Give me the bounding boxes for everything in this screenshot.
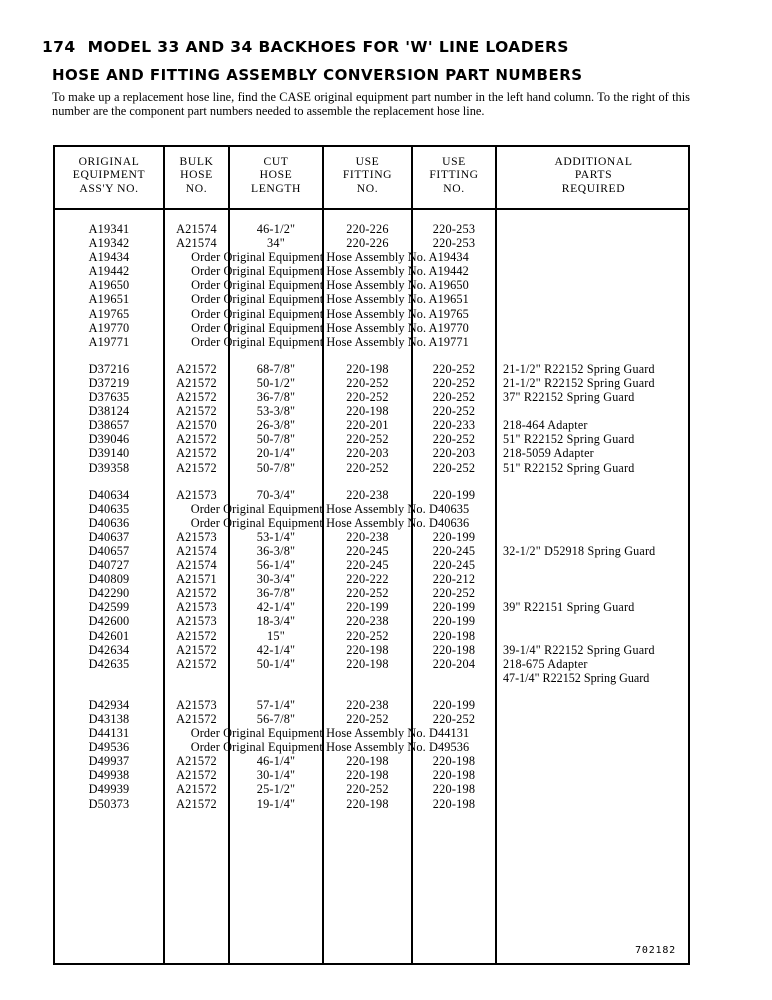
cell-orig: A19434 (88, 250, 130, 265)
cell-bulk: A21572 (176, 656, 217, 671)
cell-length: 42-1/4" (256, 642, 296, 657)
cell-additional-extra: 47-1/4" R22152 Spring Guard (503, 670, 650, 685)
table-row (55, 643, 688, 657)
cell-length: 20-1/4" (256, 446, 296, 461)
table-row (55, 586, 688, 600)
cell-length: 50-1/2" (256, 375, 296, 390)
cell-fitting1: 220-252 (346, 628, 389, 643)
cell-fitting2: 220-233 (432, 418, 476, 433)
column-header-line: ADDITIONAL (554, 155, 633, 168)
cell-orig: D37219 (88, 375, 130, 390)
cell-fitting1: 220-245 (346, 543, 389, 558)
table-row (55, 335, 688, 349)
cell-bulk: A21574 (176, 543, 217, 558)
cell-length: 26-3/8" (256, 418, 296, 433)
cell-note: Order Original Equipment Hose Assembly No. D49536 (190, 740, 470, 755)
cell-orig: D49937 (88, 754, 130, 769)
cell-fitting1: 220-252 (346, 432, 389, 447)
table-row (55, 250, 688, 264)
cell-fitting2: 220-253 (432, 222, 476, 236)
cell-length: 34" (267, 236, 285, 251)
cell-orig: D44131 (88, 726, 130, 741)
cell-additional: 51" R22152 Spring Guard (503, 432, 635, 447)
table-row-group (55, 698, 688, 811)
cell-orig: A19770 (88, 320, 130, 335)
cell-bulk: A21572 (176, 782, 217, 797)
column-header-line: PARTS (574, 168, 613, 182)
table-row (55, 782, 688, 796)
cell-orig: D40634 (88, 487, 130, 502)
cell-fitting1: 220-226 (346, 222, 389, 236)
cell-bulk: A21573 (176, 614, 217, 629)
cell-fitting1: 220-245 (346, 558, 389, 573)
table-row (55, 768, 688, 782)
cell-length: 56-1/4" (256, 558, 296, 573)
cell-bulk: A21572 (176, 361, 217, 376)
cell-fitting2: 220-252 (432, 460, 476, 475)
cell-note: Order Original Equipment Hose Assembly No. D40635 (190, 501, 470, 516)
table-row-group (55, 222, 688, 349)
cell-fitting1: 220-252 (346, 712, 389, 726)
cell-length: 53-3/8" (256, 404, 296, 419)
cell-orig: A19650 (88, 278, 130, 293)
column-header-line: NO. (443, 181, 465, 195)
cell-fitting2: 220-212 (432, 572, 476, 587)
table-row (55, 404, 688, 418)
table-row (55, 629, 688, 643)
cell-fitting2: 220-245 (432, 558, 476, 573)
column-header-line: BULK (179, 155, 214, 168)
intro-text: To make up a replacement hose line, find the CASE original equipment part number in the left hand column. To the right of this number are the component part numbers needed to assemble the replacement hose line. (52, 90, 690, 118)
cell-orig: D42635 (88, 656, 130, 671)
cell-bulk: A21572 (176, 754, 217, 769)
conversion-parts-table (53, 145, 690, 965)
cell-fitting2: 220-252 (432, 586, 476, 601)
cell-fitting1: 220-198 (346, 796, 389, 811)
cell-additional: 21-1/2" R22152 Spring Guard (503, 361, 655, 376)
column-header-line: NO. (185, 181, 208, 195)
column-header-use-fitting-2 (413, 155, 495, 195)
cell-additional: 21-1/2" R22152 Spring Guard (503, 375, 655, 390)
cell-additional: 218-464 Adapter (503, 418, 588, 433)
cell-bulk: A21572 (176, 712, 217, 726)
cell-length: 19-1/4" (256, 796, 296, 811)
cell-fitting1: 220-252 (346, 460, 389, 475)
cell-fitting1: 220-238 (346, 529, 389, 544)
cell-length: 30-1/4" (256, 768, 296, 783)
cell-fitting1: 220-252 (346, 782, 389, 797)
cell-orig: D42601 (88, 628, 130, 643)
table-row (55, 418, 688, 432)
cell-additional: 51" R22152 Spring Guard (503, 460, 635, 475)
column-header-line: FITTING (342, 168, 393, 182)
cell-fitting2: 220-198 (432, 628, 476, 643)
table-row (55, 321, 688, 335)
table-row (55, 797, 688, 811)
cell-orig: D38657 (88, 418, 130, 433)
cell-length: 36-7/8" (256, 390, 296, 405)
cell-orig: A19342 (88, 236, 130, 251)
cell-bulk: A21572 (176, 432, 217, 447)
cell-additional: 37" R22152 Spring Guard (503, 390, 635, 405)
column-header-line: USE (355, 155, 380, 168)
cell-fitting1: 220-238 (346, 614, 389, 629)
cell-bulk: A21572 (176, 460, 217, 475)
cell-fitting2: 220-198 (432, 768, 476, 783)
document-number: 702182 (635, 945, 676, 956)
table-row (55, 278, 688, 292)
cell-fitting2: 220-199 (432, 487, 476, 502)
cell-bulk: A21572 (176, 390, 217, 405)
cell-length: 18-3/4" (256, 614, 296, 629)
cell-note: Order Original Equipment Hose Assembly No. A19771 (191, 334, 469, 349)
cell-orig: D50373 (88, 796, 130, 811)
cell-orig: D40657 (88, 543, 130, 558)
cell-bulk: A21572 (176, 404, 217, 419)
cell-fitting2: 220-252 (432, 404, 476, 419)
cell-note: Order Original Equipment Hose Assembly No. A19651 (191, 292, 469, 307)
cell-bulk: A21574 (176, 236, 217, 251)
cell-orig: D42600 (88, 614, 130, 629)
table-row-group (55, 362, 688, 475)
table-row (55, 614, 688, 628)
cell-orig: A19341 (88, 222, 130, 236)
table-row (55, 530, 688, 544)
cell-orig: D49938 (88, 768, 130, 783)
cell-orig: D40809 (88, 572, 130, 587)
cell-fitting1: 220-203 (346, 446, 389, 461)
cell-length: 53-1/4" (256, 529, 296, 544)
cell-length: 50-7/8" (256, 460, 296, 475)
cell-orig: D39046 (88, 432, 130, 447)
column-header-line: EQUIPMENT (72, 168, 146, 182)
cell-orig: D40637 (88, 529, 130, 544)
cell-note: Order Original Equipment Hose Assembly No. A19770 (191, 320, 469, 335)
cell-fitting1: 220-198 (346, 754, 389, 769)
cell-length: 57-1/4" (256, 697, 296, 712)
cell-length: 56-7/8" (256, 712, 296, 726)
cell-fitting2: 220-199 (432, 697, 476, 712)
cell-length: 30-3/4" (256, 572, 296, 587)
cell-bulk: A21574 (176, 558, 217, 573)
cell-bulk: A21572 (176, 628, 217, 643)
cell-fitting2: 220-252 (432, 432, 476, 447)
column-header-cut-hose-length (230, 155, 322, 195)
cell-fitting1: 220-201 (346, 418, 389, 433)
cell-note: Order Original Equipment Hose Assembly No. D40636 (190, 515, 470, 530)
cell-fitting2: 220-198 (432, 642, 476, 657)
column-header-bulk-hose (165, 155, 228, 195)
cell-orig: D37635 (88, 390, 130, 405)
cell-fitting2: 220-198 (432, 754, 476, 769)
cell-fitting1: 220-198 (346, 404, 389, 419)
cell-bulk: A21571 (176, 572, 217, 587)
cell-orig: D40727 (88, 558, 130, 573)
table-row (55, 264, 688, 278)
cell-note: Order Original Equipment Hose Assembly No. A19765 (191, 306, 469, 321)
cell-orig: A19442 (88, 264, 130, 279)
cell-fitting1: 220-198 (346, 642, 389, 657)
column-header-line: LENGTH (251, 181, 301, 195)
cell-length: 70-3/4" (256, 487, 296, 502)
cell-additional: 39-1/4" R22152 Spring Guard (503, 642, 655, 657)
cell-orig: A19765 (88, 306, 130, 321)
cell-additional: 218-675 Adapter (503, 656, 588, 671)
cell-orig: D40636 (88, 515, 130, 530)
cell-orig: D49536 (88, 740, 130, 755)
cell-fitting1: 220-238 (346, 487, 389, 502)
cell-note: Order Original Equipment Hose Assembly No. A19650 (191, 278, 469, 293)
column-header-line: USE (442, 155, 466, 168)
cell-fitting2: 220-198 (432, 796, 476, 811)
cell-bulk: A21572 (176, 586, 217, 601)
table-row (55, 657, 688, 671)
table-row (55, 740, 688, 754)
cell-fitting1: 220-198 (346, 656, 389, 671)
cell-length: 15" (267, 628, 285, 643)
cell-fitting1: 220-199 (346, 600, 389, 615)
column-header-additional-parts (497, 155, 690, 195)
table-row (55, 558, 688, 572)
cell-fitting2: 220-198 (432, 782, 476, 797)
cell-bulk: A21573 (176, 697, 217, 712)
cell-fitting1: 220-226 (346, 236, 389, 251)
table-row (55, 236, 688, 250)
column-header-line: HOSE (259, 168, 293, 182)
cell-bulk: A21572 (176, 375, 217, 390)
cell-orig: D49939 (88, 782, 130, 797)
table-row (55, 754, 688, 768)
table-row (55, 572, 688, 586)
cell-note: Order Original Equipment Hose Assembly No. A19434 (191, 250, 469, 265)
cell-additional: 218-5059 Adapter (503, 446, 594, 461)
table-row (55, 446, 688, 460)
cell-length: 25-1/2" (256, 782, 296, 797)
cell-note: Order Original Equipment Hose Assembly No. A19442 (191, 264, 469, 279)
cell-fitting1: 220-222 (346, 572, 389, 587)
cell-orig: D37216 (88, 361, 130, 376)
cell-orig: D40635 (88, 501, 130, 516)
table-row (55, 376, 688, 390)
table-row (55, 488, 688, 502)
cell-fitting2: 220-204 (432, 656, 476, 671)
cell-orig: A19651 (88, 292, 130, 307)
cell-bulk: A21573 (176, 487, 217, 502)
intro-paragraph (52, 90, 690, 118)
table-row (55, 362, 688, 376)
cell-orig: D42934 (88, 697, 130, 712)
table-row (55, 461, 688, 475)
table-header-row (55, 147, 688, 210)
cell-bulk: A21573 (176, 600, 217, 615)
cell-length: 42-1/4" (256, 600, 296, 615)
column-header-line: ORIGINAL (78, 155, 140, 168)
cell-fitting2: 220-252 (432, 361, 476, 376)
cell-length: 50-7/8" (256, 432, 296, 447)
table-row (55, 307, 688, 321)
column-header-line: ASS'Y NO. (79, 181, 139, 195)
table-row (55, 698, 688, 712)
cell-fitting2: 220-252 (432, 712, 476, 726)
cell-additional: 32-1/2" D52918 Spring Guard (503, 543, 656, 558)
cell-fitting1: 220-198 (346, 361, 389, 376)
cell-fitting1: 220-238 (346, 697, 389, 712)
cell-fitting2: 220-199 (432, 614, 476, 629)
cell-fitting2: 220-245 (432, 543, 476, 558)
cell-fitting2: 220-199 (432, 529, 476, 544)
table-row (55, 726, 688, 740)
cell-note: Order Original Equipment Hose Assembly No. D44131 (190, 726, 470, 741)
cell-orig: D43138 (88, 712, 130, 726)
cell-length: 68-7/8" (256, 361, 296, 376)
page-number: 174 (42, 38, 76, 56)
cell-orig: D42634 (88, 642, 130, 657)
table-body (55, 210, 688, 963)
cell-fitting1: 220-252 (346, 375, 389, 390)
cell-bulk: A21572 (176, 768, 217, 783)
cell-fitting1: 220-252 (346, 390, 389, 405)
table-row (55, 712, 688, 726)
cell-bulk: A21573 (176, 529, 217, 544)
table-row (55, 292, 688, 306)
cell-bulk: A21574 (176, 222, 217, 236)
table-row (55, 544, 688, 558)
cell-fitting1: 220-252 (346, 586, 389, 601)
cell-fitting2: 220-252 (432, 390, 476, 405)
cell-length: 46-1/2" (256, 222, 296, 236)
cell-length: 36-3/8" (256, 543, 296, 558)
cell-length: 36-7/8" (256, 586, 296, 601)
cell-additional: 39" R22151 Spring Guard (503, 600, 635, 615)
cell-fitting2: 220-203 (432, 446, 476, 461)
cell-orig: D38124 (88, 404, 130, 419)
column-header-original-equipment (55, 155, 163, 195)
cell-orig: D42290 (88, 586, 130, 601)
table-row-group (55, 488, 688, 685)
cell-fitting2: 220-199 (432, 600, 476, 615)
table-row (55, 502, 688, 516)
cell-bulk: A21572 (176, 796, 217, 811)
page-header-title: MODEL 33 AND 34 BACKHOES FOR 'W' LINE LOADERS (87, 38, 569, 56)
column-header-line: REQUIRED (561, 181, 626, 195)
column-header-line: NO. (356, 181, 379, 195)
table-row (55, 390, 688, 404)
table-row (55, 516, 688, 530)
cell-orig: D39140 (88, 446, 130, 461)
cell-fitting1: 220-198 (346, 768, 389, 783)
cell-bulk: A21572 (176, 446, 217, 461)
cell-bulk: A21570 (176, 418, 217, 433)
cell-orig: D42599 (88, 600, 130, 615)
page-header (42, 38, 742, 56)
table-row (55, 222, 688, 236)
table-row (55, 432, 688, 446)
cell-fitting2: 220-253 (432, 236, 476, 251)
cell-orig: D39358 (88, 460, 130, 475)
column-header-use-fitting-1 (324, 155, 411, 195)
cell-length: 46-1/4" (256, 754, 296, 769)
cell-fitting2: 220-252 (432, 375, 476, 390)
cell-length: 50-1/4" (256, 656, 296, 671)
column-header-line: FITTING (429, 168, 479, 182)
column-header-line: CUT (263, 155, 289, 168)
cell-orig: A19771 (88, 334, 130, 349)
table-row (55, 600, 688, 614)
section-title: HOSE AND FITTING ASSEMBLY CONVERSION PART NUMBERS (52, 66, 583, 84)
column-header-line: HOSE (180, 168, 213, 182)
table-row-continuation (55, 671, 688, 685)
cell-bulk: A21572 (176, 642, 217, 657)
